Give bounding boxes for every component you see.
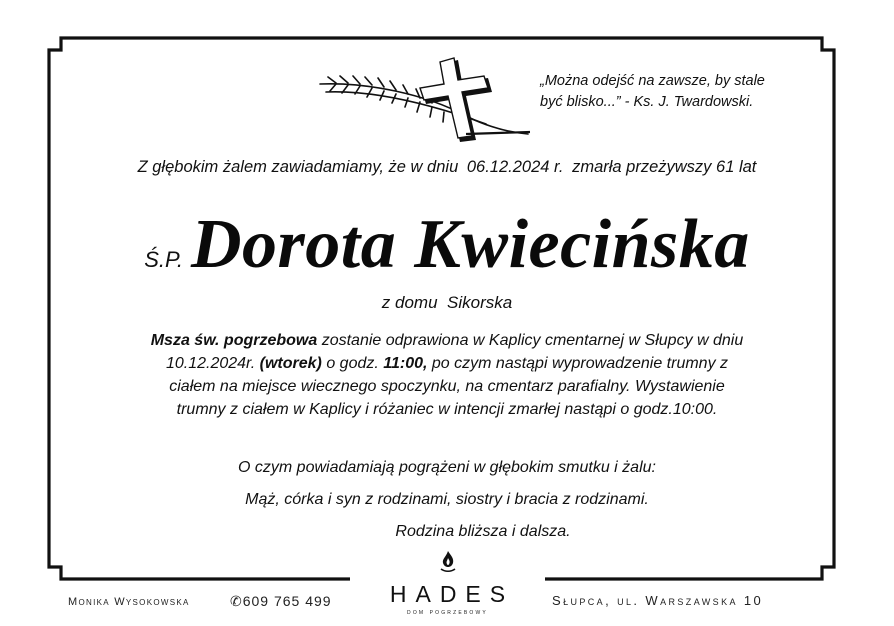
company-address: Słupca, ul. Warszawska 10	[552, 593, 764, 608]
cross-palm-icon	[316, 54, 536, 144]
company-logo	[360, 550, 535, 616]
date-of-death: 06.12.2024 r.	[466, 158, 564, 176]
funeral-date: 10.12.2024r.	[165, 355, 260, 372]
quote	[540, 71, 840, 113]
contact-name: Monika Wysokowska	[68, 596, 190, 608]
mourners-line-3: Rodzina bliższa i dalsza.	[395, 523, 571, 540]
contact-phone: ✆609 765 499	[230, 593, 332, 609]
flame-icon	[438, 550, 458, 574]
mourners-line-2: Mąż, córka i syn z rodzinami, siostry i bracia z rodzinami.	[245, 491, 649, 508]
maiden-label: z domu	[381, 293, 438, 312]
funeral-line-3: ciałem na miejsce wiecznego spoczynku, na cmentarz parafialny. Wystawienie	[169, 378, 725, 395]
intro-text: Z głębokim żalem zawiadamiamy, że w dniu	[137, 158, 459, 176]
funeral-weekday: (wtorek)	[259, 355, 322, 372]
age-text: zmarła przeżywszy 61 lat	[572, 158, 757, 176]
announcement-intro	[0, 158, 894, 177]
funeral-line-4: trumny z ciałem w Kaplicy i różaniec w intencji zmarłej nastąpi o godz.10:00.	[176, 401, 718, 418]
mourners-line-1: O czym powiadamiają pogrążeni w głębokim smutku i żalu:	[238, 459, 656, 476]
quote-line-1: „Można odejść na zawsze, by stale	[540, 73, 765, 89]
funeral-text-2: o godz.	[321, 355, 384, 372]
quote-line-2: być blisko...” - Ks. J. Twardowski.	[540, 94, 754, 110]
deceased-name: Dorota Kwiecińska	[190, 206, 750, 283]
mass-label: Msza św. pogrzebowa	[150, 332, 318, 349]
maiden-name: Sikorska	[447, 293, 513, 312]
deceased-name-line	[0, 205, 894, 285]
funeral-time: 11:00,	[383, 355, 428, 372]
company-name: HADES	[389, 581, 515, 607]
sp-prefix: Ś.P.	[144, 247, 183, 272]
funeral-line-1	[84, 329, 810, 352]
funeral-details	[84, 329, 810, 421]
funeral-text-3: po czym nastąpi wyprowadzenie trumny z	[427, 355, 729, 372]
company-subtitle: dom pogrzebowy	[407, 607, 488, 616]
maiden-name-line	[0, 293, 894, 313]
funeral-line-2	[84, 352, 810, 375]
funeral-text-1: zostanie odprawiona w Kaplicy cmentarnej w Słupcy w dniu	[317, 332, 744, 349]
